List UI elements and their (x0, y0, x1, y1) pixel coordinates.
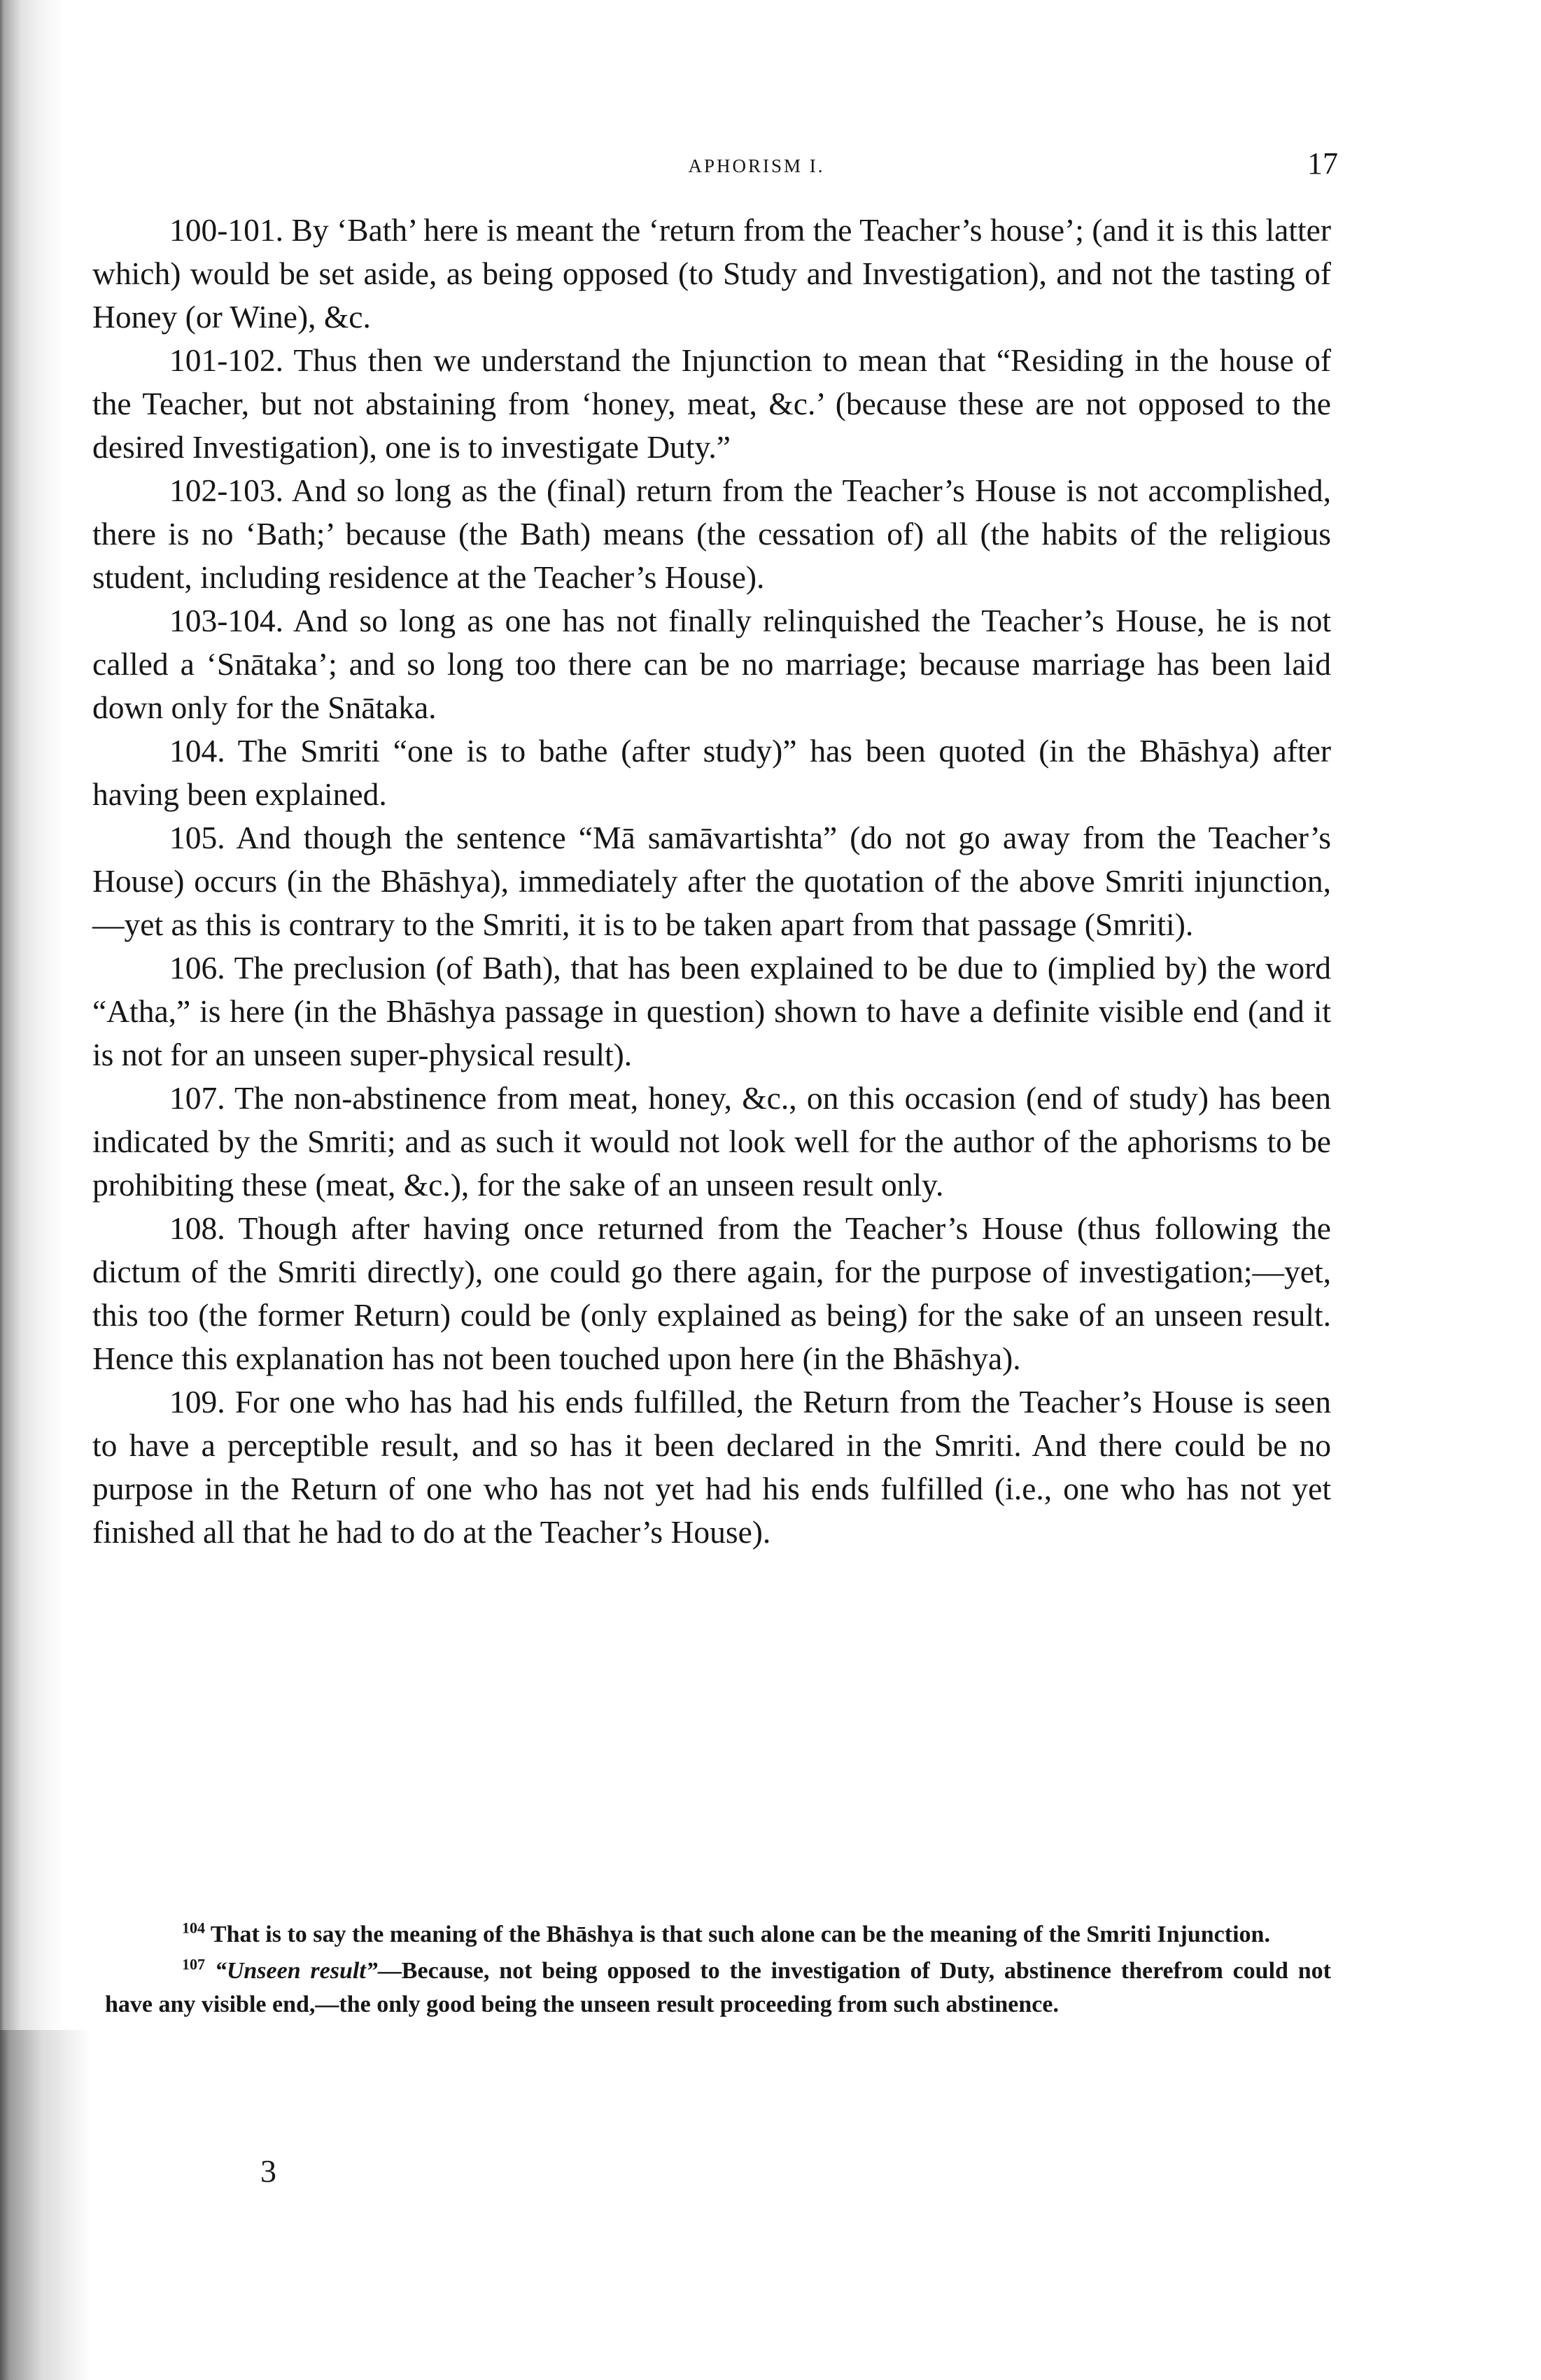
footnote-marker: 107 (182, 1955, 205, 1973)
paragraph-103-104: 103-104. And so long as one has not finally relinquished the Teacher’s House, he is not called a ‘Snātaka’; and so long too there can be no marriage; because marriage has been laid down only for the Snātaka. (92, 603, 1331, 725)
signature-mark: 3 (260, 2153, 276, 2189)
paragraph-107: 107. The non-abstinence from meat, honey, &c., on this occasion (end of study) has been indicated by the Smriti; and as such it would not look well for the author of the aphorisms to be prohibiting these (meat, &c.), for the sake of an unseen result only. (92, 1080, 1331, 1203)
footnote-keyword: “Unseen result” (214, 1958, 378, 1984)
footnotes (105, 1918, 1331, 2024)
running-header (175, 146, 1338, 188)
paragraph-105: 105. And though the sentence “Mā samāvartishta” (do not go away from the Teacher’s House) occurs (in the Bhāshya), immediately after the quotation of the above Smriti injunction,—yet as this is contrary to the Smriti, it is to be taken apart from that passage (Smriti). (92, 820, 1331, 942)
paragraph-101-102: 101-102. Thus then we understand the Injunction to mean that “Residing in the house of the Teacher, but not abstaining from ‘honey, meat, &c.’ (because these are not opposed to the desired Investigation), one is to investigate Duty.” (92, 342, 1331, 465)
running-title: APHORISM I. (688, 155, 825, 176)
scan-left-edge (0, 0, 63, 2380)
footnote-marker: 104 (182, 1919, 205, 1937)
scan-binding-shadow (0, 2030, 91, 2380)
footnote-text: That is to say the meaning of the Bhāshya is that such alone can be the meaning of the Smriti Injunction. (210, 1921, 1270, 1947)
paragraph-109: 109. For one who has had his ends fulfilled, the Return from the Teacher’s House is seen to have a perceptible result, and so has it been declared in the Smriti. And there could be no purpose in the Return of one who has not yet had his ends fulfilled (i.e., one who has not yet finished all that he had to do at the Teacher’s House). (92, 1384, 1331, 1550)
footnote-text: —Because, not being opposed to the investigation of Duty, abstinence therefrom could not have any visible end,—the only good being the unseen result proceeding from such abstinence. (105, 1958, 1332, 2017)
paragraph-104: 104. The Smriti “one is to bathe (after study)” has been quoted (in the Bhāshya) after having been explained. (92, 733, 1331, 812)
paragraph-106: 106. The preclusion (of Bath), that has been explained to be due to (implied by) the word “Atha,” is here (in the Bhāshya passage in question) shown to have a definite visible end (and it is not for an unseen super-physical result). (92, 950, 1331, 1072)
paragraph-108: 108. Though after having once returned from the Teacher’s House (thus following the dictum of the Smriti directly), one could go there again, for the purpose of investigation;—yet, this too (the former Return) could be (only explained as being) for the sake of an unseen result. Hence this explanation has not been touched upon here (in the Bhāshya). (92, 1210, 1331, 1376)
paragraph-100-101: 100-101. By ‘Bath’ here is meant the ‘return from the Teacher’s house’; (and it is this latter which) would be set aside, as being opposed (to Study and Investigation), and not the tasting of Honey (or Wine), &c. (92, 212, 1331, 335)
footnote-107 (105, 1954, 1331, 2022)
page-number: 17 (1307, 146, 1338, 181)
body-text (92, 209, 1331, 1554)
footnote-104 (105, 1918, 1331, 1952)
paragraph-102-103: 102-103. And so long as the (final) return from the Teacher’s House is not accomplished, there is no ‘Bath;’ because (the Bath) means (the cessation of) all (the habits of the religious student, including residence at the Teacher’s House). (92, 472, 1331, 595)
